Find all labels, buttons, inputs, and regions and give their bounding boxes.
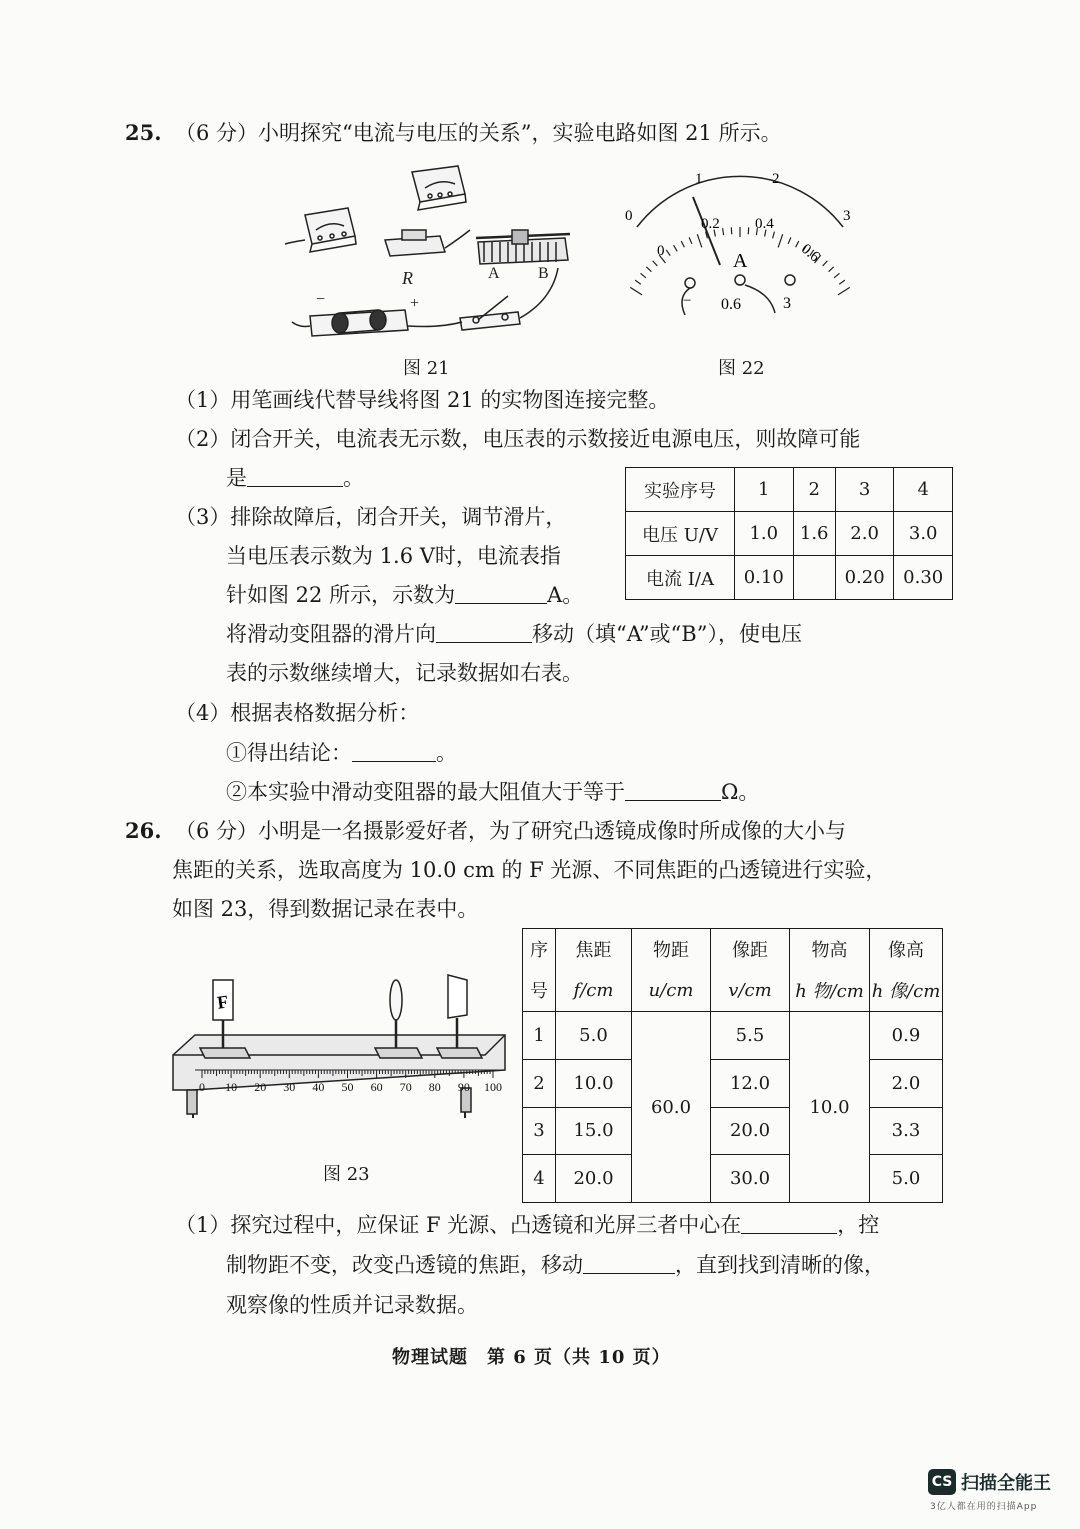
q26-part1-line3: 观察像的性质并记录数据。	[226, 1293, 478, 1317]
cell: 4	[894, 468, 953, 512]
page-footer: 物理试题 第 6 页（共 10 页）	[392, 1347, 671, 1368]
cell-image-height: 5.0	[870, 1155, 943, 1203]
cell-index: 2	[523, 1059, 556, 1107]
header-focal-bottom: f/cm	[556, 969, 632, 1012]
q25-data-table	[625, 467, 953, 600]
dial-tick	[834, 273, 839, 278]
cell-object-distance: 60.0	[632, 1012, 711, 1203]
ruler-label: 60	[370, 1080, 383, 1094]
ruler-label: 30	[283, 1080, 296, 1094]
dial-tick	[653, 261, 658, 266]
header-object-height-bottom: h 物/cm	[790, 969, 870, 1012]
row-header-voltage: 电压 U/V	[626, 512, 735, 556]
cell-focal: 5.0	[556, 1012, 632, 1060]
q25-part3-line3: 针如图 22 所示，示数为 A。	[226, 583, 584, 607]
resistor-icon	[385, 230, 470, 256]
q25-part4-a: ①得出结论： 。	[226, 741, 457, 765]
fig21-label-a: A	[488, 265, 500, 282]
q25-part2-line1: （2）闭合开关，电流表无示数，电压表的示数接近电源电压，则故障可能	[175, 427, 861, 451]
cell-object-height: 10.0	[790, 1012, 870, 1203]
cell-image-height: 2.0	[870, 1059, 943, 1107]
cell: 0.30	[894, 556, 953, 600]
dial-tick	[788, 237, 791, 243]
header-object-height-top: 物高	[790, 929, 870, 970]
cell: 3	[835, 468, 894, 512]
rheostat-icon	[476, 230, 570, 264]
source-letter-f: F	[215, 991, 230, 1013]
header-index-bottom: 号	[523, 969, 556, 1012]
row-header-current: 电流 I/A	[626, 556, 735, 600]
dial-tick	[723, 228, 724, 235]
q25-number: 25.	[125, 120, 162, 145]
figure-22-ammeter-dial	[615, 165, 865, 325]
q25-header: （6 分）小明探究“电流与电压的关系”，实验电路如图 21 所示。	[175, 121, 782, 145]
header-image-distance-bottom: v/cm	[711, 969, 790, 1012]
fig21-label-r: R	[402, 268, 413, 288]
q25-part4-b: ②本实验中滑动变阻器的最大阻值大于等于 Ω。	[226, 780, 760, 804]
dial-unit: A	[733, 250, 748, 272]
row-header-index: 实验序号	[626, 468, 735, 512]
header-image-height-top: 像高	[870, 929, 943, 970]
q26-line2: 焦距的关系，选取高度为 10.0 cm 的 F 光源、不同焦距的凸透镜进行实验，	[172, 858, 887, 882]
terminal-3: 3	[783, 295, 791, 312]
dial-top-1: 1	[695, 171, 703, 187]
dial-tick	[689, 237, 692, 243]
q25-part2-line2: 是 。	[226, 466, 364, 490]
cell: 3.0	[894, 512, 953, 556]
q25-part3-line4: 将滑动变阻器的滑片向 移动（填“A”或“B”），使电压	[226, 622, 802, 646]
cell-image-distance: 20.0	[711, 1107, 790, 1155]
cell-image-distance: 5.5	[711, 1012, 790, 1060]
q26-part1-line1: （1）探究过程中，应保证 F 光源、凸透镜和光屏三者中心在 ，控	[175, 1213, 880, 1237]
dial-tick	[697, 234, 702, 247]
cell-image-height: 0.9	[870, 1012, 943, 1060]
scanner-name: 扫描全能王	[961, 1473, 1051, 1494]
battery-icon	[292, 310, 408, 336]
ruler-label: 40	[312, 1080, 325, 1094]
cell-focal: 10.0	[556, 1059, 632, 1107]
switch-icon	[460, 296, 520, 330]
header-image-height-bottom: h 像/cm	[870, 969, 943, 1012]
dial-tick	[839, 280, 845, 284]
cell-focal: 20.0	[556, 1155, 632, 1203]
dial-tick	[641, 273, 646, 278]
fig21-caption: 图 21	[403, 358, 450, 379]
cell: 1.6	[793, 512, 835, 556]
scanner-tagline: 3亿人都在用的扫描App	[930, 1502, 1038, 1512]
cell-image-distance: 30.0	[711, 1155, 790, 1203]
voltmeter-icon	[412, 166, 466, 210]
dial-bottom-06: 0.6	[797, 241, 823, 266]
q26-line1: （6 分）小明是一名摄影爱好者，为了研究凸透镜成像时所成像的大小与	[175, 819, 847, 843]
fig21-label-b: B	[538, 265, 549, 282]
dial-tick	[829, 267, 834, 272]
ruler-label: 70	[399, 1080, 412, 1094]
ruler-label: 20	[254, 1080, 267, 1094]
q26-number: 26.	[125, 818, 162, 843]
dial-tick	[823, 261, 828, 266]
cell-empty	[793, 556, 835, 600]
terminal-minus: −	[683, 293, 692, 309]
dial-bottom-0: 0	[657, 243, 665, 259]
dial-tick	[796, 241, 799, 247]
answer-blank-current[interactable]	[455, 581, 547, 604]
fig22-caption: 图 22	[718, 358, 765, 379]
cell: 1	[735, 468, 794, 512]
header-object-distance-bottom: u/cm	[632, 969, 711, 1012]
cell: 2	[793, 468, 835, 512]
q26-line3: 如图 23，得到数据记录在表中。	[172, 897, 479, 921]
dial-tick	[630, 287, 642, 295]
fig21-label-minus: −	[316, 291, 326, 308]
header-index-top: 序	[523, 929, 556, 970]
dial-tick	[666, 250, 670, 256]
scanner-watermark	[928, 1467, 1058, 1517]
answer-blank-fault[interactable]	[247, 464, 343, 487]
q25-part3-line1: （3）排除故障后，闭合开关，调节滑片，	[175, 505, 567, 529]
dial-tick	[635, 280, 641, 284]
answer-blank-resistance[interactable]	[625, 778, 721, 801]
ruler-label: 0	[199, 1080, 205, 1094]
ammeter-icon	[285, 208, 356, 252]
ruler-label: 50	[341, 1080, 354, 1094]
cell-image-height: 3.3	[870, 1107, 943, 1155]
dial-tick	[681, 241, 684, 247]
q26-data-table	[522, 928, 943, 1203]
dial-top-0: 0	[625, 208, 633, 224]
dial-tick	[674, 245, 678, 251]
dial-tick	[773, 232, 775, 239]
cell-index: 3	[523, 1107, 556, 1155]
q26-part1-line2: 制物距不变，改变凸透镜的焦距，移动 ，直到找到清晰的像，	[226, 1253, 885, 1277]
q25-part1: （1）用笔画线代替导线将图 21 的实物图连接完整。	[175, 388, 670, 412]
dial-top-3: 3	[843, 208, 851, 224]
dial-tick	[778, 234, 783, 247]
cell: 0.20	[835, 556, 894, 600]
cell: 1.0	[735, 512, 794, 556]
header-focal-top: 焦距	[556, 929, 632, 970]
cell: 2.0	[835, 512, 894, 556]
answer-blank-center[interactable]	[741, 1211, 837, 1234]
ruler-label: 90	[457, 1080, 470, 1094]
ruler-label: 10	[225, 1080, 238, 1094]
terminal-0.6: 0.6	[721, 296, 741, 313]
dial-tick	[838, 287, 850, 295]
header-image-distance-top: 像距	[711, 929, 790, 970]
header-object-distance-top: 物距	[632, 929, 711, 970]
answer-blank-move[interactable]	[583, 1251, 675, 1274]
dial-top-2: 2	[772, 171, 780, 187]
dial-bottom-04: 0.4	[755, 216, 774, 232]
dial-bottom-02: 0.2	[701, 216, 720, 232]
fig23-caption: 图 23	[323, 1164, 370, 1185]
fig21-label-plus: +	[410, 295, 420, 312]
q25-part3-line5: 表的示数继续增大，记录数据如右表。	[226, 661, 583, 685]
cell-image-distance: 12.0	[711, 1059, 790, 1107]
q25-part3-line2: 当电压表示数为 1.6 V时，电流表指	[226, 544, 561, 568]
figure-21-circuit	[280, 160, 590, 345]
answer-blank-conclusion[interactable]	[352, 739, 436, 762]
answer-blank-direction[interactable]	[436, 620, 532, 643]
ruler-label: 100	[484, 1080, 502, 1094]
scanner-badge-icon: CS	[928, 1469, 956, 1495]
cell: 0.10	[735, 556, 794, 600]
q25-part4: （4）根据表格数据分析：	[175, 701, 420, 725]
cell-index: 1	[523, 1012, 556, 1060]
dial-tick	[646, 267, 651, 272]
cell-focal: 15.0	[556, 1107, 632, 1155]
cell-index: 4	[523, 1155, 556, 1203]
figure-23-optical-bench	[165, 970, 510, 1140]
ruler-label: 80	[428, 1080, 441, 1094]
